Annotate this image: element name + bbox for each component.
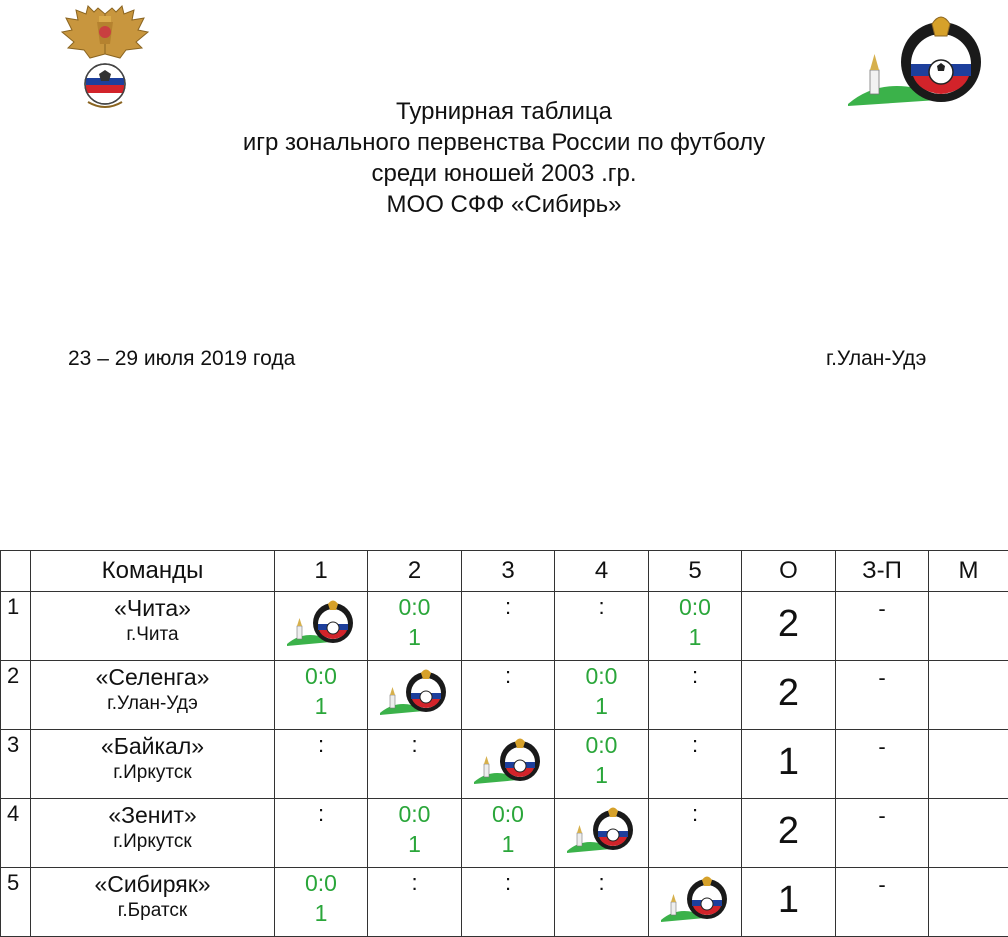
match-score: 0:0 <box>275 868 367 898</box>
place-cell <box>929 661 1008 730</box>
goals-cell <box>836 730 929 799</box>
result-cell <box>555 592 649 661</box>
match-empty: : <box>649 730 741 760</box>
team-city: г.Иркутск <box>31 760 274 786</box>
match-points: 1 <box>649 622 741 652</box>
match-empty: : <box>462 592 554 622</box>
match-score: 0:0 <box>368 799 461 829</box>
title-line-4: МОО СФФ «Сибирь» <box>0 189 1008 220</box>
result-cell <box>555 661 649 730</box>
header-place: М <box>929 551 1008 592</box>
row-number: 4 <box>1 799 31 868</box>
match-empty: : <box>462 868 554 898</box>
siberia-football-union-emblem-icon <box>661 872 729 924</box>
result-cell <box>555 730 649 799</box>
header-col-4: 4 <box>555 551 649 592</box>
place-cell <box>929 730 1008 799</box>
team-name: «Чита» <box>31 594 274 622</box>
points-cell <box>742 661 836 730</box>
points-cell <box>742 592 836 661</box>
goal-difference: - <box>836 799 928 833</box>
diagonal-cell <box>555 799 649 868</box>
team-city: г.Братск <box>31 898 274 924</box>
result-cell <box>368 799 462 868</box>
match-score: 0:0 <box>555 661 648 691</box>
match-empty: : <box>649 799 741 829</box>
tournament-dates: 23 – 29 июля 2019 года <box>68 347 295 371</box>
result-cell <box>368 868 462 937</box>
match-score: 0:0 <box>275 661 367 691</box>
tournament-city: г.Улан-Удэ <box>826 347 926 371</box>
siberia-football-union-emblem-icon <box>380 665 448 717</box>
match-empty: : <box>555 868 648 898</box>
rfs-eagle-emblem-icon <box>58 4 152 110</box>
total-points: 1 <box>742 730 835 794</box>
header-col-2: 2 <box>368 551 462 592</box>
diagonal-cell <box>368 661 462 730</box>
match-score: 0:0 <box>368 592 461 622</box>
result-cell <box>649 592 742 661</box>
result-cell <box>368 730 462 799</box>
match-points: 1 <box>462 829 554 859</box>
points-cell <box>742 868 836 937</box>
points-cell <box>742 730 836 799</box>
header-number <box>1 551 31 592</box>
team-city: г.Улан-Удэ <box>31 691 274 717</box>
result-cell <box>649 799 742 868</box>
siberia-football-union-emblem-icon <box>567 803 635 855</box>
title-line-2: игр зонального первенства России по футболу <box>0 127 1008 158</box>
goal-difference: - <box>836 592 928 626</box>
siberia-football-union-emblem-icon <box>474 734 542 786</box>
title-line-1: Турнирная таблица <box>0 96 1008 127</box>
header-col-3: 3 <box>462 551 555 592</box>
result-cell <box>368 592 462 661</box>
total-points: 2 <box>742 799 835 863</box>
table-header-row <box>1 551 1008 592</box>
place-cell <box>929 799 1008 868</box>
goals-cell <box>836 799 929 868</box>
goals-cell <box>836 661 929 730</box>
match-empty: : <box>649 661 741 691</box>
total-points: 2 <box>742 661 835 725</box>
team-cell <box>31 592 275 661</box>
result-cell <box>649 730 742 799</box>
result-cell <box>649 661 742 730</box>
match-points: 1 <box>555 760 648 790</box>
result-cell <box>462 661 555 730</box>
result-cell <box>275 868 368 937</box>
result-cell <box>275 661 368 730</box>
team-cell <box>31 868 275 937</box>
result-cell <box>555 868 649 937</box>
points-cell <box>742 799 836 868</box>
match-score: 0:0 <box>555 730 648 760</box>
goals-cell <box>836 592 929 661</box>
match-score: 0:0 <box>649 592 741 622</box>
table-row <box>1 661 1008 730</box>
row-number: 2 <box>1 661 31 730</box>
match-points: 1 <box>368 829 461 859</box>
header-col-5: 5 <box>649 551 742 592</box>
row-number: 3 <box>1 730 31 799</box>
team-name: «Сибиряк» <box>31 870 274 898</box>
match-empty: : <box>275 730 367 760</box>
match-points: 1 <box>275 691 367 721</box>
total-points: 2 <box>742 592 835 656</box>
match-points: 1 <box>275 898 367 928</box>
diagonal-cell <box>649 868 742 937</box>
team-cell <box>31 799 275 868</box>
table-row <box>1 730 1008 799</box>
goal-difference: - <box>836 661 928 695</box>
team-name: «Зенит» <box>31 801 274 829</box>
result-cell <box>275 799 368 868</box>
header-col-1: 1 <box>275 551 368 592</box>
match-empty: : <box>368 730 461 760</box>
match-empty: : <box>368 868 461 898</box>
table-row <box>1 868 1008 937</box>
place-cell <box>929 592 1008 661</box>
team-city: г.Чита <box>31 622 274 648</box>
goal-difference: - <box>836 868 928 902</box>
team-city: г.Иркутск <box>31 829 274 855</box>
table-row <box>1 799 1008 868</box>
match-points: 1 <box>555 691 648 721</box>
goal-difference: - <box>836 730 928 764</box>
standings-table <box>0 550 1008 937</box>
match-score: 0:0 <box>462 799 554 829</box>
page-title <box>0 96 1008 220</box>
diagonal-cell <box>275 592 368 661</box>
match-points: 1 <box>368 622 461 652</box>
row-number: 5 <box>1 868 31 937</box>
diagonal-cell <box>462 730 555 799</box>
header-teams: Команды <box>31 551 275 592</box>
place-cell <box>929 868 1008 937</box>
team-name: «Селенга» <box>31 663 274 691</box>
result-cell <box>275 730 368 799</box>
result-cell <box>462 799 555 868</box>
match-empty: : <box>275 799 367 829</box>
team-name: «Байкал» <box>31 732 274 760</box>
title-line-3: среди юношей 2003 .гр. <box>0 158 1008 189</box>
siberia-football-union-emblem-icon <box>287 596 355 648</box>
siberia-football-union-emblem-icon <box>846 8 984 108</box>
goals-cell <box>836 868 929 937</box>
result-cell <box>462 868 555 937</box>
result-cell <box>462 592 555 661</box>
header-points: О <box>742 551 836 592</box>
match-empty: : <box>555 592 648 622</box>
row-number: 1 <box>1 592 31 661</box>
header-goals: З-П <box>836 551 929 592</box>
team-cell <box>31 661 275 730</box>
match-empty: : <box>462 661 554 691</box>
table-row <box>1 592 1008 661</box>
team-cell <box>31 730 275 799</box>
total-points: 1 <box>742 868 835 932</box>
